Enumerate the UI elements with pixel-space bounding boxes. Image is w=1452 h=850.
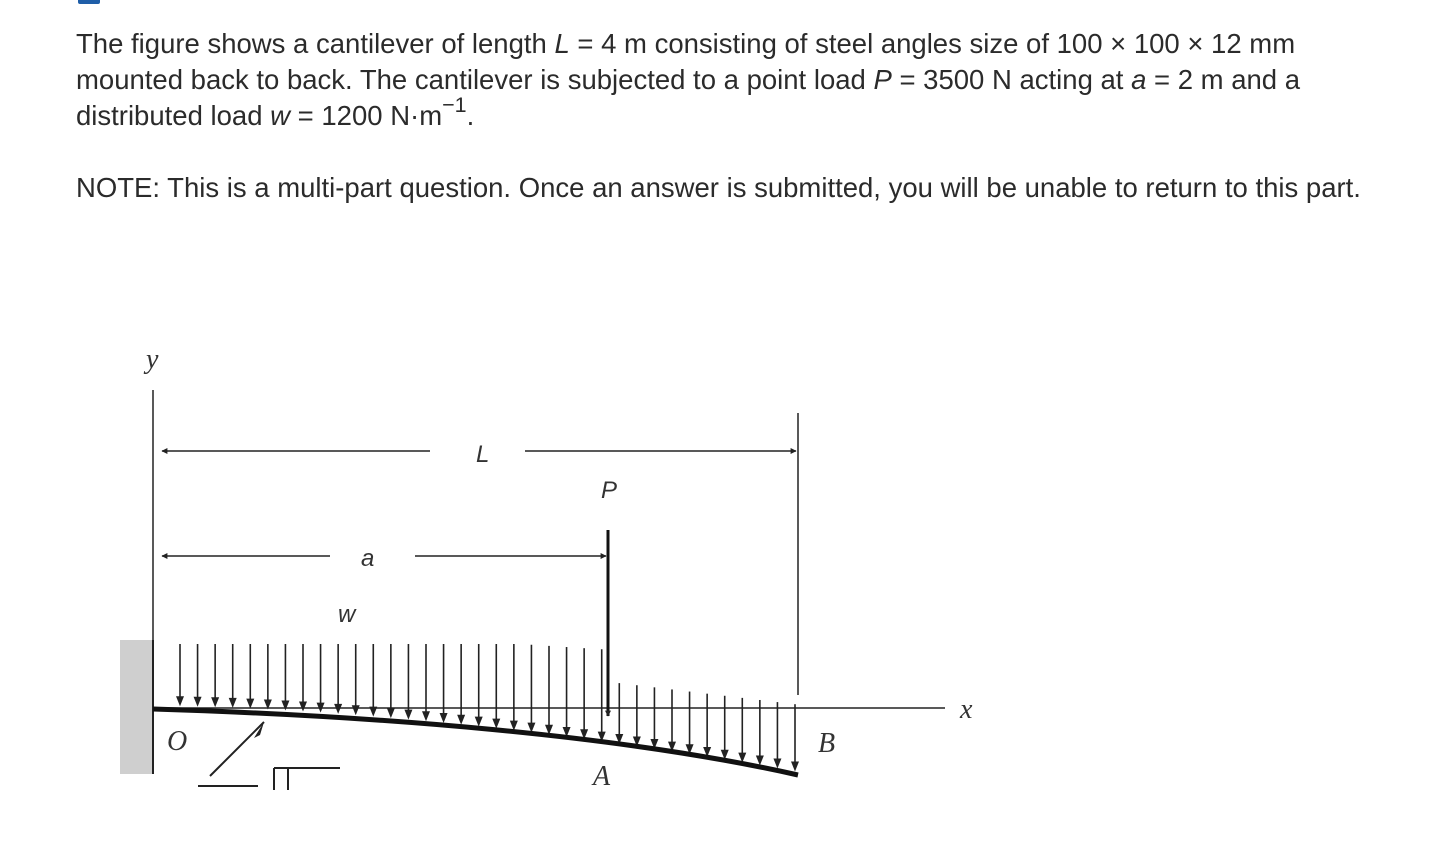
fixed-wall: [120, 640, 152, 774]
udl-arrow-head: [334, 704, 342, 714]
dimension-a-label: a: [361, 545, 375, 572]
udl-arrow-head: [281, 700, 289, 710]
udl-arrow-head: [475, 717, 483, 727]
udl-arrow-head: [791, 761, 799, 771]
udl-arrow-head: [352, 705, 360, 715]
x-axis-label: x: [960, 694, 973, 725]
point-B-label: B: [818, 728, 836, 759]
udl-arrow-head: [422, 711, 430, 721]
problem-statement: The figure shows a cantilever of length L = 4 m consisting of steel angles size of 100 × 100 × 12 mm mounted back to back. The cantilever is subjected to a point load P = 3500 N acting at a = 2 m and a distributed load w = 1200 $N\cdot m^{-1}$.: [76, 28, 1301, 131]
origin-label-O: O: [167, 726, 188, 757]
load-w-label: w: [338, 601, 356, 628]
angle-cross-section: [198, 722, 340, 790]
udl-arrow-head: [211, 697, 219, 707]
point-A-label: A: [593, 761, 611, 792]
load-P-label: P: [601, 477, 618, 504]
dimension-L-label: L: [476, 441, 490, 468]
udl-arrow-head: [246, 699, 254, 709]
udl-arrow-head: [404, 710, 412, 720]
udl-arrow-head: [176, 696, 184, 706]
multi-part-note: NOTE: This is a multi-part question. Once an answer is submitted, you will be unable to return to this part.: [76, 172, 1361, 203]
udl-arrow-head: [369, 707, 377, 717]
udl-arrow-head: [773, 758, 781, 768]
udl-arrow-head: [299, 702, 307, 712]
udl-arrow-head: [387, 708, 395, 718]
udl-arrow-head: [457, 715, 465, 725]
deflected-beam: [153, 709, 798, 775]
udl-arrow-head: [440, 713, 448, 723]
udl-arrow-head: [229, 698, 237, 708]
udl-arrow-head: [194, 697, 202, 707]
y-axis-label: y: [146, 344, 159, 375]
